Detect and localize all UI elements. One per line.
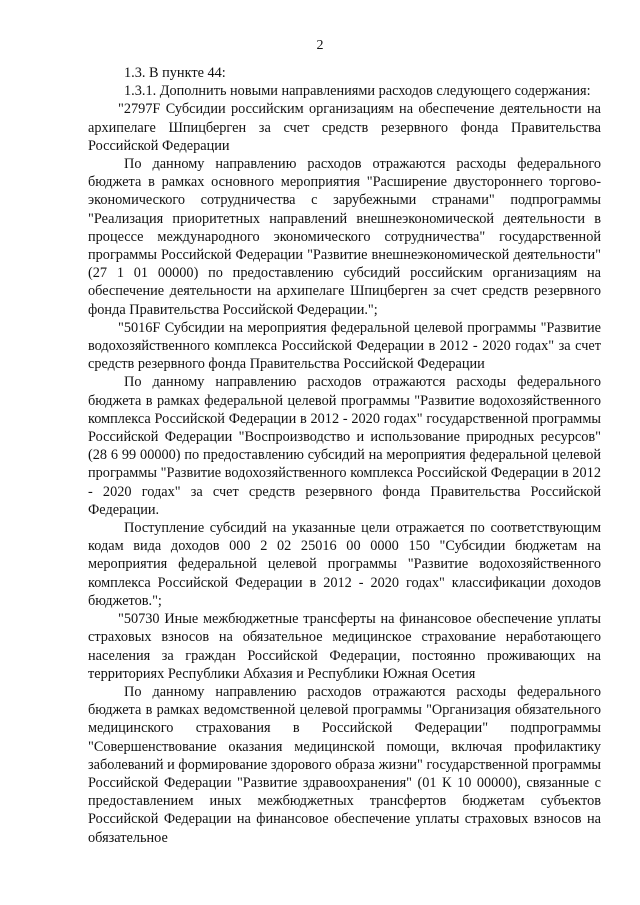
expense-item-2797f-title: "2797F Субсидии российским организациям на обеспечение деятельности на архипелаге Шпицберген за счет средств резервного фонда Правительства Российской Федерации — [88, 101, 601, 154]
section-heading: 1.3. В пункте 44: — [124, 65, 226, 81]
expense-item-2797f-description: По данному направлению расходов отражаются расходы федерального бюджета в рамках основного мероприятия "Расширение двустороннего торгово-экономического сотрудничества с зарубежными странами" подпрограммы "Реализация приоритетных направлений внешнеэкономической деятельности в процессе международного экономического сотрудничества" государственной программы Российской Федерации "Развитие внешнеэкономической деятельности" (27 1 01 00000) по предоставлению субсидий российским организациям на обеспечение деятельности на архипелаге Шпицберген за счет средств резервного фонда Правительства Российской Федерации."; — [88, 156, 601, 318]
subsection-heading: 1.3.1. Дополнить новыми направлениями расходов следующего содержания: — [124, 83, 591, 100]
page-number: 2 — [316, 38, 324, 53]
expense-item-5016f-description: По данному направлению расходов отражаются расходы федерального бюджета в рамках федеральной целевой программы "Развитие водохозяйственного комплекса Российской Федерации в 2012 - 2020 годах" государственной программы Российской Федерации "Воспроизводство и использование природных ресурсов" (28 6 99 00000) по предоставлению субсидий на мероприятия федеральной целевой программы "Развитие водохозяйственного комплекса Российской Федерации в 2012 - 2020 годах" за счет средств резервного фонда Правительства Российской Федерации. — [88, 374, 601, 518]
expense-item-50730-title: "50730 Иные межбюджетные трансферты на финансовое обеспечение уплаты страховых взносов на обязательное медицинское страхование неработающего населения за граждан Российской Федерации, постоянно проживающих на территориях Республики Абхазия и Республики Южная Осетия — [88, 611, 601, 682]
document-body — [88, 64, 601, 847]
expense-item-5016f-income-note: Поступление субсидий на указанные цели отражается по соответствующим кодам вида доходов 000 2 02 25016 00 0000 150 "Субсидии бюджетам на мероприятия федеральной целевой программы "Развитие водохозяйственного комплекса Российской Федерации в 2012 - 2020 годах" классификации доходов бюджетов."; — [88, 520, 601, 609]
expense-item-50730-description: По данному направлению расходов отражаются расходы федерального бюджета в рамках ведомственной целевой программы "Организация обязательного медицинского страхования в Российской Федерации" подпрограммы "Совершенствование оказания медицинской помощи, включая профилактику заболеваний и формирование здорового образа жизни" государственной программы Российской Федерации "Развитие здравоохранения" (01 К 10 00000), связанные с предоставлением иных межбюджетных трансфертов бюджетам субъектов Российской Федерации на финансовое обеспечение уплаты страховых взносов на обязательное — [88, 683, 601, 846]
expense-item-5016f-title: "5016F Субсидии на мероприятия федеральной целевой программы "Развитие водохозяйственного комплекса Российской Федерации в 2012 - 2020 годах" за счет средств резервного фонда Правительства Российской Федерации — [88, 319, 601, 373]
